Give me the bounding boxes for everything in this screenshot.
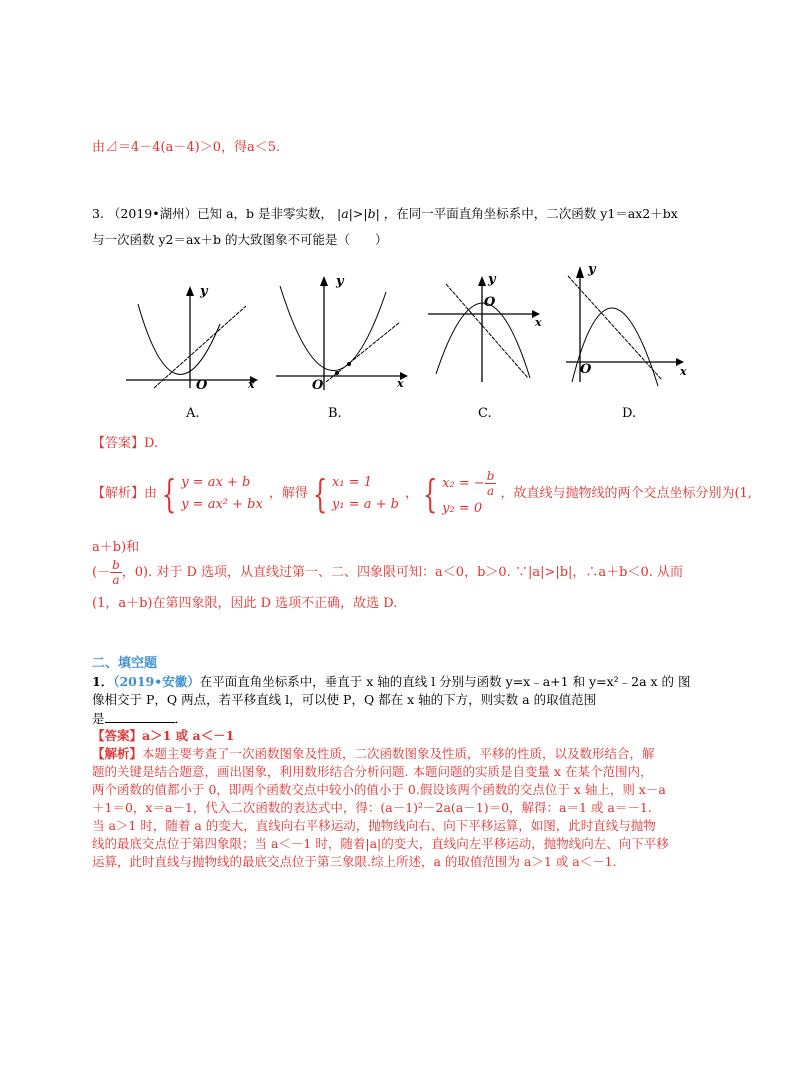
equation-system-2	[332, 472, 399, 516]
fraction	[485, 469, 497, 498]
graph-d-x-label: x	[680, 365, 687, 378]
equation-part: x₂ = −	[442, 475, 485, 491]
analysis-prefix: 【解析】由	[92, 486, 158, 502]
q3-analysis-row-1	[92, 466, 752, 522]
brace-icon: {	[312, 472, 328, 516]
graph-c-option-label: C.	[478, 406, 492, 421]
equation-system-1	[181, 472, 263, 516]
q1-answer: 【答案】a＞1 或 a＜－1	[92, 728, 235, 743]
graph-b-y-label: y	[336, 274, 344, 289]
graph-b-origin-label: O	[312, 378, 324, 393]
graph-a-option-label: A.	[186, 406, 200, 421]
analysis-part: (－	[92, 564, 111, 580]
question-text: 已知 a，b 是非零实数，	[197, 206, 334, 221]
question-number: 1．	[92, 674, 114, 689]
q1-analysis-line-2: 题的关键是结合题意，画出图象，利用数形结合分析问题. 本题问题的实质是自变量 x 在某个范围内，	[92, 764, 653, 779]
graph-c	[424, 270, 554, 388]
brace-icon: {	[161, 472, 177, 516]
question-text: 在平面直角坐标系中，垂直于 x 轴的直线 l 分别与函数 y=x﹣a+1 和 y=x²﹣2a x 的 图	[199, 674, 691, 689]
graph-a	[120, 284, 260, 394]
graph-c-y-label: y	[488, 272, 496, 287]
graph-d-origin-label: O	[580, 362, 592, 377]
q1-analysis-line-4: ＋1＝0，x＝a－1，代入二次函数的表达式中，得：(a－1)²－2a(a－1)＝0，解得：a＝1 或 a＝－1.	[92, 800, 652, 815]
question-source: （2019•安徽）	[113, 674, 200, 689]
analysis-part: ，0). 对于 D 选项，从直线过第一、二、四象限可知：a＜0，b＞0. ∵|a|>|b|，∴a＋b＜0. 从而	[121, 564, 684, 580]
fraction-numerator: b	[486, 468, 495, 483]
fraction-denominator: a	[487, 483, 495, 498]
q1-analysis-line-3: 两个函数的值都小于 0，即两个函数交点中较小的值小于 0.假设该两个函数的交点位于 x 轴上，则 x－a	[92, 782, 666, 797]
q1-line-1	[92, 674, 691, 689]
equation-line: y = ax + b	[181, 475, 251, 490]
question-source: （2019•湖州）	[107, 206, 198, 221]
analysis-tail: ，故直线与抛物线的两个交点坐标分别为(1,	[500, 486, 752, 502]
question-3-line-1	[92, 206, 678, 221]
equation-system-3	[442, 469, 496, 520]
q3-analysis-row-4: (1，a＋b)在第四象限，因此 D 选项不正确，故选 D.	[92, 596, 398, 611]
equation-line: y = ax² + bx	[181, 497, 263, 512]
equation-line: y₁ = a + b	[332, 497, 399, 512]
analysis-comma: ，	[404, 486, 418, 502]
q1-analysis-line-1	[92, 746, 655, 761]
question-text: ，在同一平面直角坐标系中，二次函数 y1＝ax2＋bx	[383, 206, 678, 221]
q1-analysis-line-7: 运算，此时直线与抛物线的最底交点位于第三象限.综上所述，a 的取值范围为 a＞1 或 a＜－1.	[92, 854, 617, 869]
question-text: 是	[92, 711, 105, 726]
brace-icon: {	[422, 472, 438, 516]
fraction	[110, 558, 122, 587]
q1-line-2: 像相交于 P，Q 两点，若平移直线 l，可以使 P，Q 都在 x 轴的下方，则实数 a 的取值范围	[92, 692, 597, 707]
equation-line	[442, 469, 496, 498]
graph-b-x-label: x	[397, 377, 404, 390]
q1-analysis-line-5: 当 a＞1 时，随着 a 的变大，直线向右平移运动，抛物线向右、向下平移运算，如图，此时直线与抛物	[92, 818, 656, 833]
fraction-numerator: b	[112, 558, 120, 572]
q3-analysis-row-2: a＋b)和	[92, 540, 140, 555]
analysis-label: 【解析】	[92, 746, 143, 761]
graph-b-option-label: B.	[328, 406, 342, 421]
fraction-denominator: a	[112, 573, 120, 587]
section-heading: 二、填空题	[92, 656, 158, 671]
question-text: ．	[174, 711, 188, 726]
answer-blank	[105, 710, 175, 723]
abs-condition: |a|>|b|	[337, 206, 380, 221]
analysis-text: 本题主要考查了一次函数图象及性质，二次函数图象及性质，平移的性质，以及数形结合，解	[142, 746, 655, 761]
q1-line-3	[92, 710, 187, 726]
q3-answer: 【答案】D.	[92, 436, 159, 451]
graph-b	[270, 272, 410, 394]
graph-d-option-label: D.	[622, 406, 637, 421]
graph-c-x-label: x	[535, 316, 542, 329]
q3-analysis-row-3	[92, 558, 683, 587]
q1-analysis-line-6: 线的最底交点位于第四象限；当 a＜－1 时，随着|a|的变大，直线向左平移运动，抛物线向左、向下平移	[92, 836, 669, 851]
analysis-connector: ，解得	[268, 486, 308, 502]
question-3-line-2: 与一次函数 y2＝ax＋b 的大致图象不可能是（ ）	[92, 232, 388, 247]
graph-a-y-label: y	[200, 284, 208, 299]
graph-a-x-label: x	[248, 378, 255, 391]
graph-a-origin-label: O	[196, 378, 208, 393]
equation-line: y₂ = 0	[442, 500, 483, 516]
previous-solution-line: 由⊿＝4－4(a－4)＞0，得a＜5.	[92, 140, 281, 155]
question-number: 3.	[92, 206, 104, 221]
graph-c-origin-label: O	[484, 295, 496, 310]
equation-line: x₁ = 1	[332, 475, 372, 490]
graph-d-y-label: y	[588, 262, 596, 277]
